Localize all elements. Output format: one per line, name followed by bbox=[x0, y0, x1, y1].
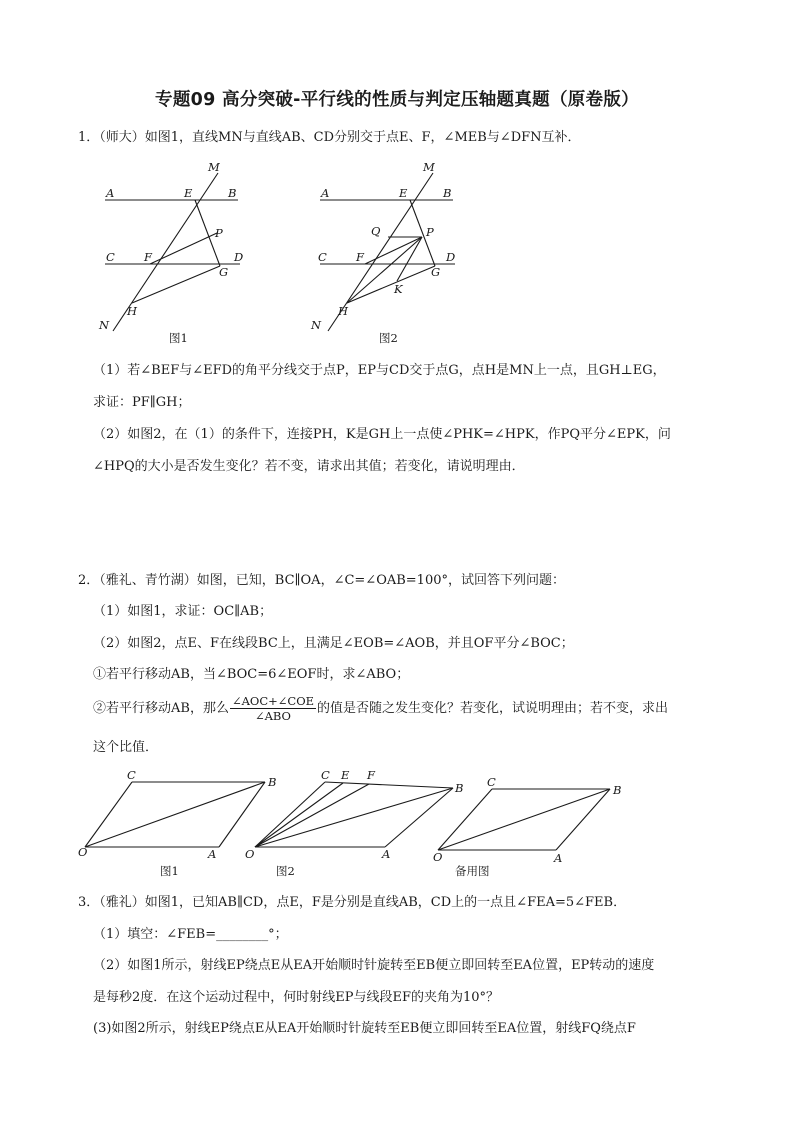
q3-part1: （1）填空：∠FEB=________°； bbox=[93, 927, 288, 942]
fig2-label-A: A bbox=[321, 186, 330, 200]
fig2-label-E: E bbox=[399, 186, 408, 200]
q2-fig3-label-B: B bbox=[613, 783, 622, 797]
q2-fig2-label-B: B bbox=[455, 781, 464, 795]
fig2-label-D: D bbox=[446, 250, 456, 264]
q3-part3: (3)如图2所示，射线EP绕点E从EA开始顺时针旋转至EB便立即回转至EA位置，射线FQ绕点F bbox=[93, 1021, 636, 1036]
fig2-label-C: C bbox=[318, 250, 327, 264]
q2-stem: 2．（雅礼、青竹湖）如图，已知，BC∥OA，∠C=∠OAB=100°，试回答下列问题： bbox=[78, 573, 565, 588]
q2-part1: （1）如图1，求证：OC∥AB； bbox=[93, 604, 273, 619]
q1-part1-line2: 求证：PF∥GH； bbox=[93, 395, 191, 410]
fig1-caption: 图1 bbox=[169, 331, 188, 345]
q2-figure-3 bbox=[430, 770, 630, 880]
q2-fig1-label-B: B bbox=[268, 775, 277, 789]
fig1-label-B: B bbox=[228, 186, 237, 200]
fig2-label-G: G bbox=[431, 265, 441, 279]
q2-fig2-label-A: A bbox=[382, 847, 391, 861]
fig1-label-A: A bbox=[106, 186, 115, 200]
q1-stem: 1．（师大）如图1，直线MN与直线AB、CD分别交于点E、F，∠MEB与∠DFN互补． bbox=[78, 130, 581, 145]
q2-fig3-caption: 备用图 bbox=[455, 864, 490, 878]
fig2-label-B: B bbox=[443, 186, 452, 200]
fig2-label-P: P bbox=[426, 225, 434, 239]
q2-fig1-caption: 图1 bbox=[160, 864, 179, 878]
fig2-label-F: F bbox=[356, 250, 364, 264]
fig1-label-M: M bbox=[208, 160, 220, 174]
fig1-label-N: N bbox=[99, 318, 110, 332]
fig1-label-F: F bbox=[144, 250, 152, 264]
q2-fraction-numerator: ∠AOC+∠COE bbox=[231, 694, 315, 708]
q2-fig1-label-C: C bbox=[127, 768, 136, 782]
q2-fig2-label-E: E bbox=[341, 768, 350, 782]
q2-fig2-label-F: F bbox=[367, 768, 375, 782]
fig2-label-K: K bbox=[394, 282, 403, 296]
q2-fig1-label-A: A bbox=[208, 847, 217, 861]
q3-stem: 3．（雅礼）如图1，已知AB∥CD，点E，F是分别是直线AB，CD上的一点且∠FEA=5∠FEB． bbox=[78, 895, 627, 910]
fig1-label-D: D bbox=[234, 250, 244, 264]
q2-fig2-label-O: O bbox=[245, 847, 255, 861]
q3-part2-line2: 是每秒2度．在这个运动过程中，何时射线EP与线段EF的夹角为10°？ bbox=[93, 990, 500, 1005]
q2-fig3-label-O: O bbox=[433, 850, 443, 864]
q1-figure-1 bbox=[90, 155, 270, 350]
fig1-label-P: P bbox=[215, 226, 223, 240]
fig1-label-G: G bbox=[219, 265, 229, 279]
q2-fig2-caption: 图2 bbox=[276, 864, 295, 878]
q1-part2-line2: ∠HPQ的大小是否发生变化？若不变，请求出其值；若变化，请说明理由． bbox=[93, 459, 525, 474]
fig1-label-C: C bbox=[106, 250, 115, 264]
q2-part2-ii-end: 这个比值． bbox=[93, 740, 159, 755]
fig2-label-M: M bbox=[423, 160, 435, 174]
q2-part2-ii-pre: ②若平行移动AB，那么 bbox=[93, 701, 229, 716]
q2-part2: （2）如图2，点E、F在线段BC上，且满足∠EOB=∠AOB，并且OF平分∠BOC； bbox=[93, 636, 574, 651]
q2-part2-ii-post: 的值是否随之发生变化？若变化，试说明理由；若不变，求出 bbox=[317, 701, 669, 716]
fig1-label-E: E bbox=[184, 186, 193, 200]
q2-fig3-label-A: A bbox=[554, 851, 563, 865]
q2-fig2-label-C: C bbox=[321, 768, 330, 782]
q2-fraction-denominator: ∠ABO bbox=[254, 709, 291, 723]
page-title: 专题09 高分突破-平行线的性质与判定压轴题真题（原卷版） bbox=[155, 90, 639, 110]
fig2-label-Q: Q bbox=[371, 224, 381, 238]
q2-fraction bbox=[230, 694, 316, 723]
q1-figure-2 bbox=[305, 155, 485, 350]
q3-part2-line1: （2）如图1所示，射线EP绕点E从EA开始顺时针旋转至EB便立即回转至EA位置，EP转动的速度 bbox=[93, 958, 655, 973]
fig2-label-H: H bbox=[338, 304, 349, 318]
q2-part2-ii bbox=[93, 694, 668, 724]
q1-part1-line1: （1）若∠BEF与∠EFD的角平分线交于点P，EP与CD交于点G，点H是MN上一点，且GH⊥EG， bbox=[93, 363, 666, 378]
q2-fig3-label-C: C bbox=[487, 775, 496, 789]
q2-part2-i: ①若平行移动AB，当∠BOC=6∠EOF时，求∠ABO； bbox=[93, 667, 410, 682]
fig1-label-H: H bbox=[127, 304, 138, 318]
q1-part2-line1: （2）如图2，在（1）的条件下，连接PH，K是GH上一点使∠PHK=∠HPK，作PQ平分∠EPK，问 bbox=[93, 427, 671, 442]
q2-fig1-label-O: O bbox=[78, 845, 88, 859]
fig2-label-N: N bbox=[311, 318, 322, 332]
fig2-caption: 图2 bbox=[379, 331, 398, 345]
